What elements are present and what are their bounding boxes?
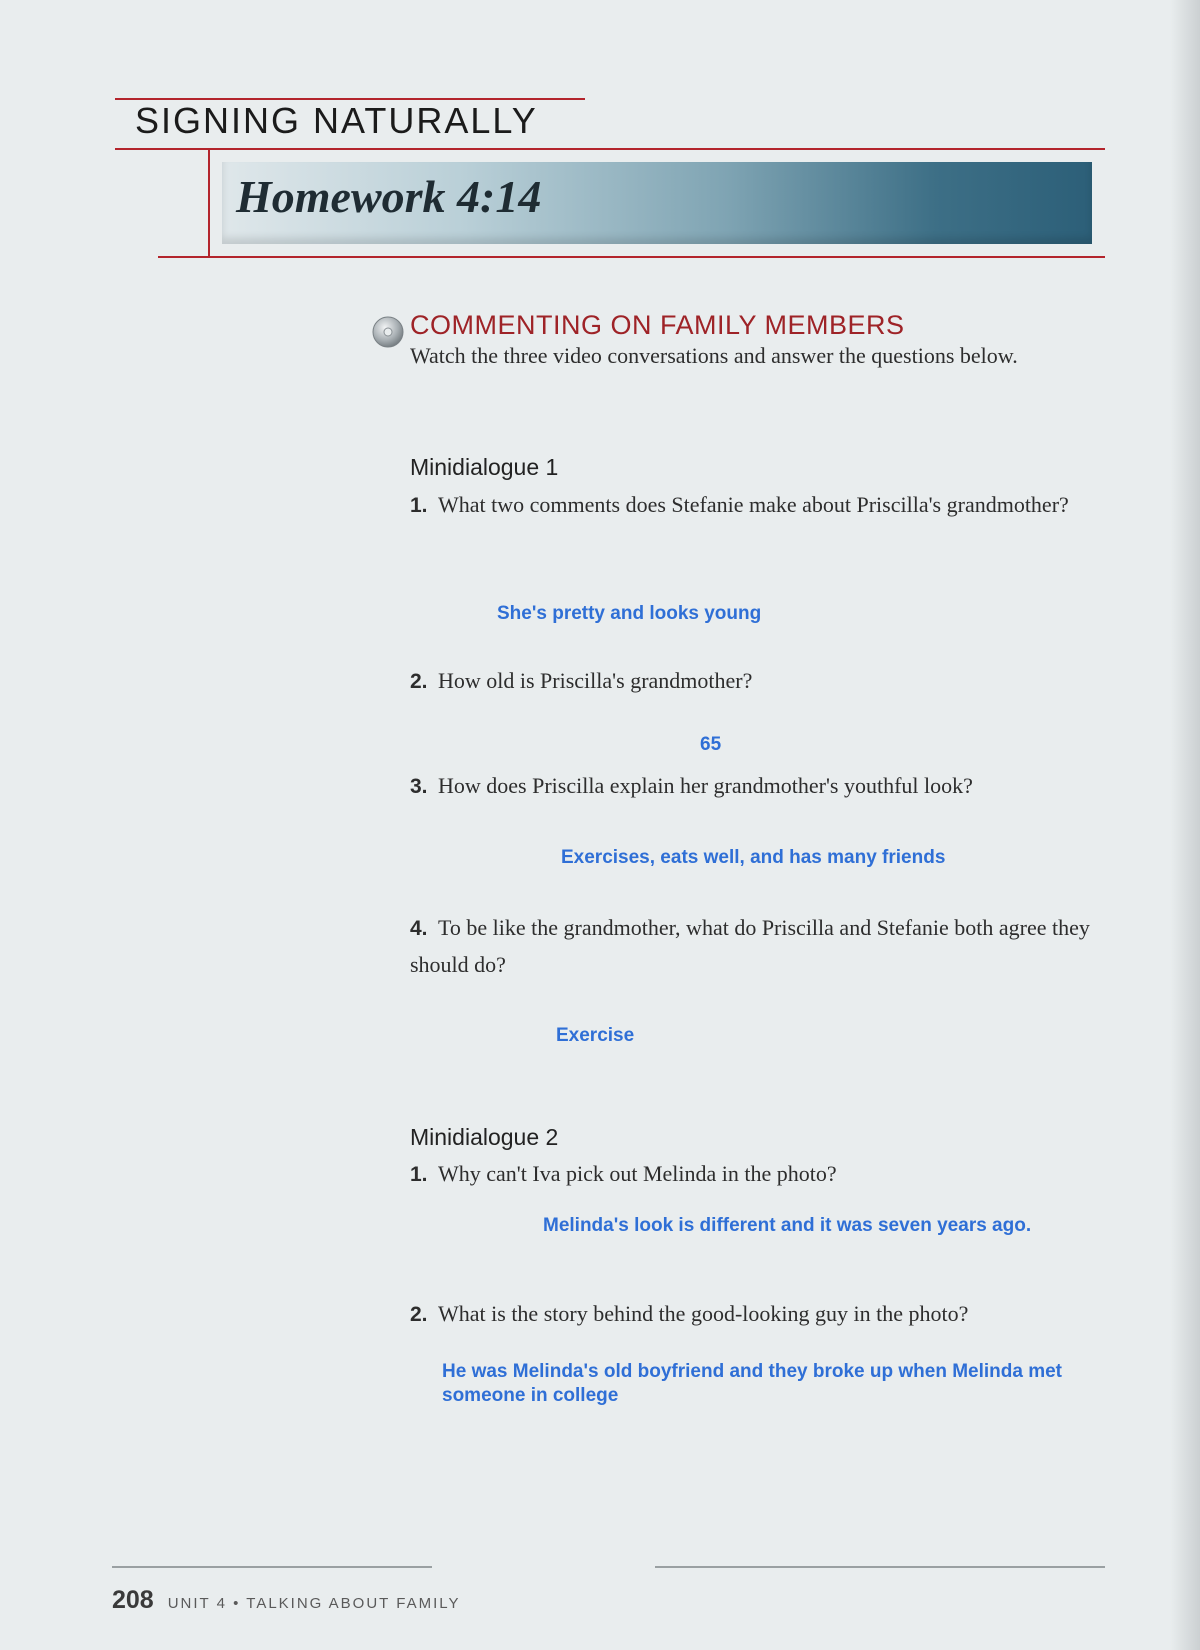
md1-question-2 bbox=[410, 663, 1100, 700]
disc-icon bbox=[372, 316, 404, 348]
section-heading: COMMENTING ON FAMILY MEMBERS bbox=[410, 310, 905, 340]
md2-answer-2: He was Melinda's old boyfriend and they broke up when Melinda met someone in college bbox=[442, 1361, 1063, 1406]
page-footer bbox=[112, 1586, 460, 1615]
question-number: 2. bbox=[410, 670, 428, 693]
question-number: 4. bbox=[410, 917, 428, 940]
question-text: What is the story behind the good-looking guy in the photo? bbox=[438, 1301, 969, 1326]
page-number: 208 bbox=[112, 1586, 154, 1614]
md2-question-1 bbox=[410, 1156, 1100, 1193]
question-text: Why can't Iva pick out Melinda in the photo? bbox=[438, 1161, 837, 1186]
md1-question-4 bbox=[410, 910, 1100, 983]
footer-rule-left bbox=[112, 1566, 432, 1568]
minidialogue-2-heading: Minidialogue 2 bbox=[410, 1124, 559, 1150]
md2-question-2 bbox=[410, 1296, 1100, 1333]
question-text: To be like the grandmother, what do Priscilla and Stefanie both agree they should do? bbox=[410, 915, 1090, 977]
question-text: How does Priscilla explain her grandmother's youthful look? bbox=[438, 773, 973, 798]
question-number: 1. bbox=[410, 1163, 428, 1186]
series-title: SIGNING NATURALLY bbox=[135, 100, 538, 141]
md1-question-1 bbox=[410, 487, 1100, 524]
minidialogue-1-heading: Minidialogue 1 bbox=[410, 454, 559, 480]
header-rule-vertical bbox=[208, 148, 210, 258]
md1-question-3 bbox=[410, 768, 1100, 805]
md1-answer-2: 65 bbox=[700, 734, 722, 755]
md1-answer-3: Exercises, eats well, and has many friends bbox=[561, 847, 946, 868]
question-text: How old is Priscilla's grandmother? bbox=[438, 668, 753, 693]
md1-answer-4: Exercise bbox=[556, 1025, 635, 1046]
page-edge-shadow bbox=[1170, 0, 1200, 1650]
md1-answer-1: She's pretty and looks young bbox=[497, 603, 762, 624]
footer-rule-right bbox=[655, 1566, 1105, 1568]
section-instructions: Watch the three video conversations and answer the questions below. bbox=[410, 343, 1018, 368]
question-number: 3. bbox=[410, 775, 428, 798]
question-number: 2. bbox=[410, 1303, 428, 1326]
header-rule-middle bbox=[115, 148, 1105, 150]
question-number: 1. bbox=[410, 494, 428, 517]
footer-unit-text: UNIT 4 • TALKING ABOUT FAMILY bbox=[167, 1595, 461, 1612]
homework-title: Homework 4:14 bbox=[236, 171, 542, 222]
md2-answer-1: Melinda's look is different and it was seven years ago. bbox=[543, 1215, 1032, 1236]
header-rule-bottom bbox=[158, 256, 1105, 258]
question-text: What two comments does Stefanie make about Priscilla's grandmother? bbox=[438, 492, 1069, 517]
